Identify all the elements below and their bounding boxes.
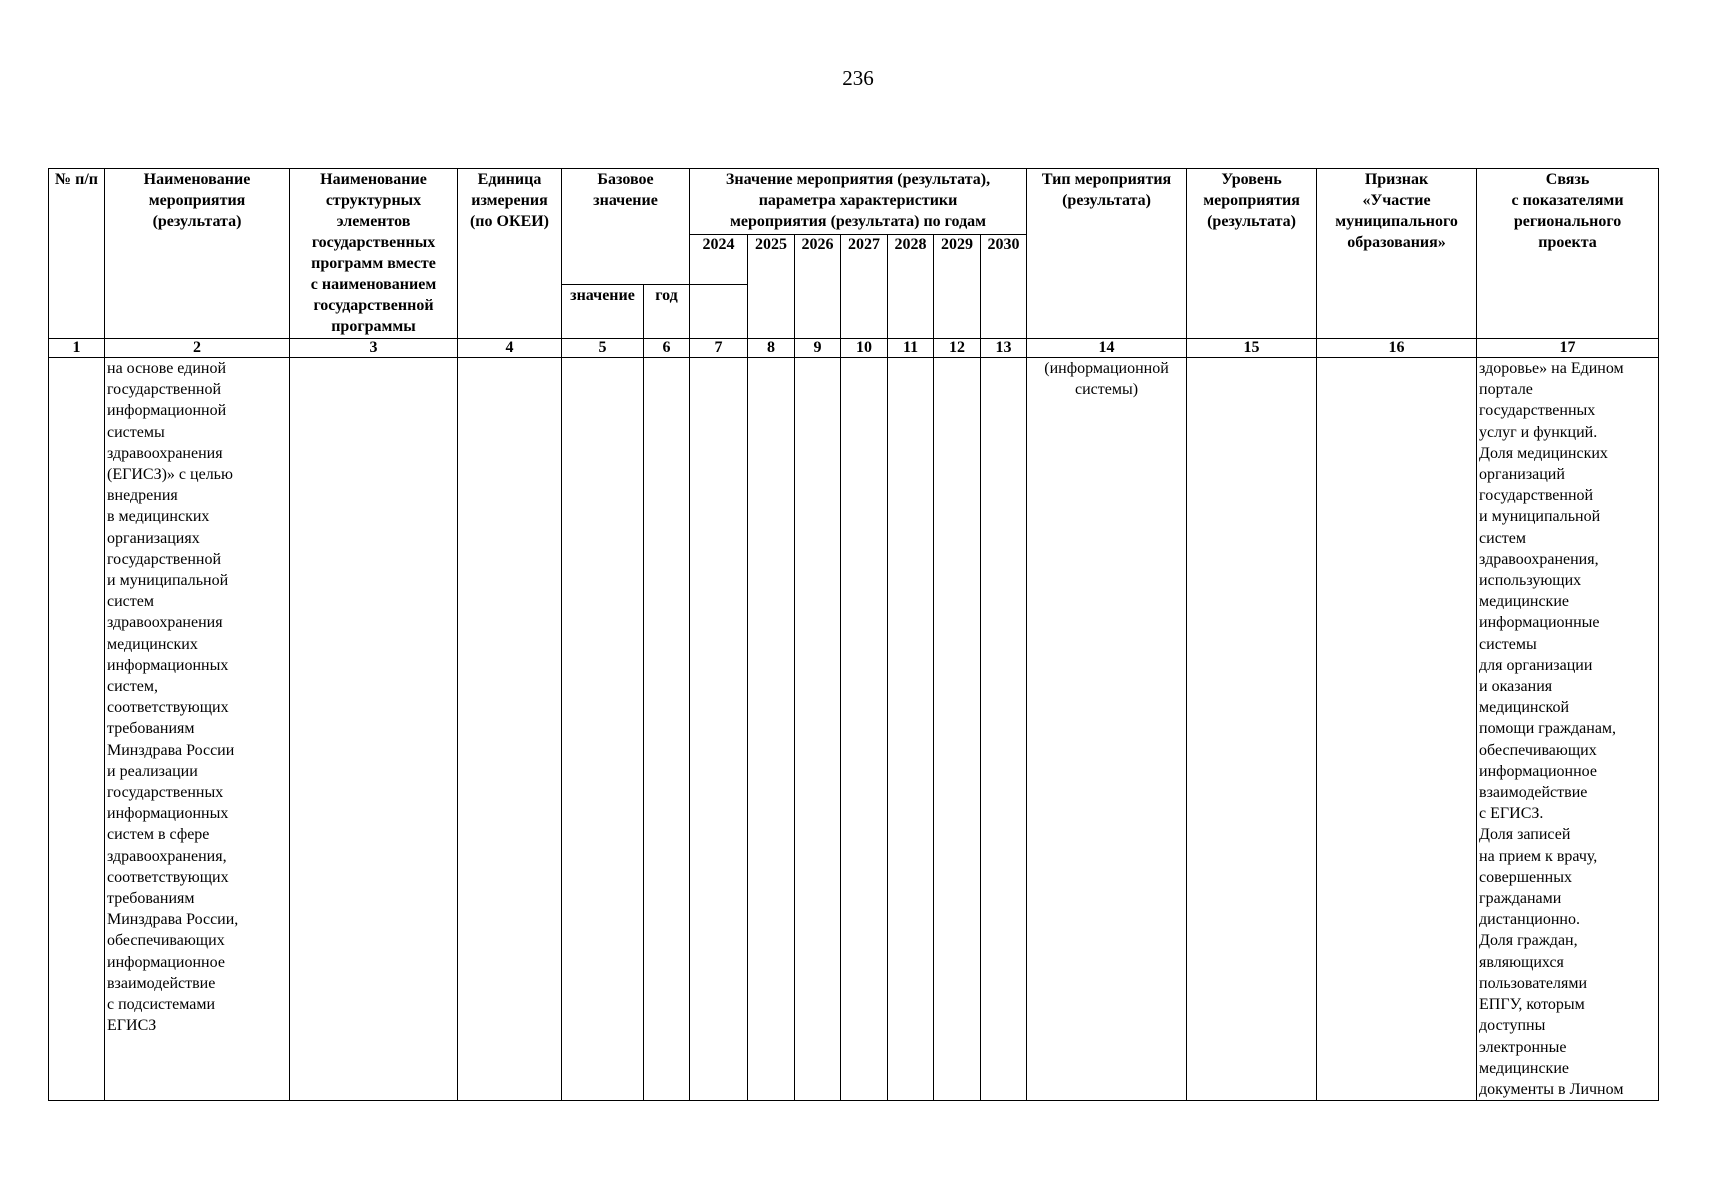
cell-structural-elements bbox=[290, 358, 458, 1101]
header-year-2025: 2025 bbox=[748, 235, 795, 339]
column-number: 5 bbox=[562, 339, 644, 358]
measures-table bbox=[48, 168, 1659, 1101]
cell-municipal-participation bbox=[1317, 358, 1477, 1101]
header-year-2024-blank bbox=[690, 285, 748, 339]
cell-unit bbox=[458, 358, 562, 1101]
header-measure-type: Тип мероприятия (результата) bbox=[1027, 169, 1187, 339]
header-number: № п/п bbox=[49, 169, 105, 339]
column-number: 4 bbox=[458, 339, 562, 358]
header-year-2029: 2029 bbox=[934, 235, 981, 339]
header-year-2030: 2030 bbox=[981, 235, 1027, 339]
header-year-2028: 2028 bbox=[888, 235, 934, 339]
cell-2029 bbox=[934, 358, 981, 1101]
header-measure-level: Уровень мероприятия (результата) bbox=[1187, 169, 1317, 339]
column-number: 12 bbox=[934, 339, 981, 358]
cell-2026 bbox=[795, 358, 841, 1101]
cell-2024 bbox=[690, 358, 748, 1101]
column-number: 17 bbox=[1477, 339, 1659, 358]
header-year-2026: 2026 bbox=[795, 235, 841, 339]
column-number: 13 bbox=[981, 339, 1027, 358]
column-number: 9 bbox=[795, 339, 841, 358]
header-regional-link: Связь с показателями регионального проекта bbox=[1477, 169, 1659, 339]
table-row bbox=[49, 358, 1659, 1101]
header-values-by-year: Значение мероприятия (результата), параметра характеристики мероприятия (результата) по годам bbox=[690, 169, 1027, 235]
column-number: 1 bbox=[49, 339, 105, 358]
column-number: 6 bbox=[644, 339, 690, 358]
cell-2028 bbox=[888, 358, 934, 1101]
cell-measure-type: (информационной системы) bbox=[1027, 358, 1187, 1101]
header-year-2024: 2024 bbox=[690, 235, 748, 285]
header-unit: Единица измерения (по ОКЕИ) bbox=[458, 169, 562, 339]
column-number: 8 bbox=[748, 339, 795, 358]
cell-regional-link: здоровье» на Едином портале государственных услуг и функций. Доля медицинских организаций государственной и муниципальной систем здравоохранения, использующих медицинские информационные системы для организации и оказания медицинской помощи гражданам, обеспечивающих информационное взаимодействие с ЕГИСЗ. Доля записей на прием к врачу, совершенных гражданами дистанционно. Доля граждан, являющихся пользователями ЕПГУ, которым доступны электронные медицинские документы в Личном bbox=[1477, 358, 1659, 1101]
cell-number bbox=[49, 358, 105, 1101]
cell-measure-level bbox=[1187, 358, 1317, 1101]
cell-2027 bbox=[841, 358, 888, 1101]
header-base-value-year: год bbox=[644, 285, 690, 339]
cell-2030 bbox=[981, 358, 1027, 1101]
header-base-value-value: значение bbox=[562, 285, 644, 339]
header-year-2027: 2027 bbox=[841, 235, 888, 339]
column-number: 14 bbox=[1027, 339, 1187, 358]
cell-base-value bbox=[562, 358, 644, 1101]
cell-measure-name: на основе единой государственной информационной системы здравоохранения (ЕГИСЗ)» с целью внедрения в медицинских организациях государственной и муниципальной систем здравоохранения медицинских информационных систем, соответствующих требованиям Минздрава России и реализации государственных информационных систем в сфере здравоохранения, соответствующих требованиям Минздрава России, обеспечивающих информационное взаимодействие с подсистемами ЕГИСЗ bbox=[105, 358, 290, 1101]
column-number: 15 bbox=[1187, 339, 1317, 358]
page-number: 236 bbox=[842, 66, 874, 90]
cell-2025 bbox=[748, 358, 795, 1101]
column-number: 3 bbox=[290, 339, 458, 358]
header-measure-name: Наименование мероприятия (результата) bbox=[105, 169, 290, 339]
column-number: 2 bbox=[105, 339, 290, 358]
header-municipal-participation: Признак «Участие муниципального образования» bbox=[1317, 169, 1477, 339]
column-number: 16 bbox=[1317, 339, 1477, 358]
column-number: 10 bbox=[841, 339, 888, 358]
column-number: 7 bbox=[690, 339, 748, 358]
column-number: 11 bbox=[888, 339, 934, 358]
header-base-value: Базовое значение bbox=[562, 169, 690, 285]
cell-base-year bbox=[644, 358, 690, 1101]
header-structural-elements: Наименование структурных элементов государственных программ вместе с наименованием государственной программы bbox=[290, 169, 458, 339]
